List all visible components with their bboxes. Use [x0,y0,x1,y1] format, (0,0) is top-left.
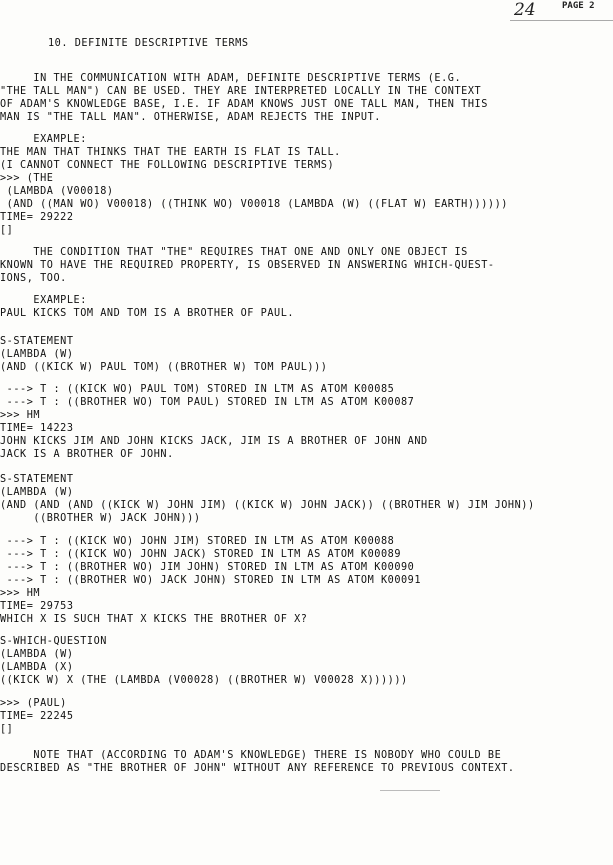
text-line: NOTE THAT (ACCORDING TO ADAM'S KNOWLEDGE) THERE IS NOBODY WHO COULD BE [0,750,502,761]
text-line: "THE TALL MAN") CAN BE USED. THEY ARE INTERPRETED LOCALLY IN THE CONTEXT [0,86,482,97]
text-line: JOHN KICKS JIM AND JOHN KICKS JACK, JIM IS A BROTHER OF JOHN AND [0,436,428,447]
text-line: (LAMBDA (W) [0,487,74,498]
text-line: [] [0,225,14,236]
text-line: >>> HM [0,588,41,599]
text-line: THE CONDITION THAT "THE" REQUIRES THAT ONE AND ONLY ONE OBJECT IS [0,247,468,258]
text-line: MAN IS "THE TALL MAN". OTHERWISE, ADAM REJECTS THE INPUT. [0,112,381,123]
text-line: JACK IS A BROTHER OF JOHN. [0,449,174,460]
text-line: TIME= 29222 [0,212,74,223]
text-line: (LAMBDA (X) [0,662,74,673]
text-line: ---> T : ((BROTHER WO) JIM JOHN) STORED IN LTM AS ATOM K00090 [0,562,415,573]
text-line: S-STATEMENT [0,474,74,485]
text-line: (AND ((KICK W) PAUL TOM) ((BROTHER W) TOM PAUL))) [0,362,328,373]
text-line: KNOWN TO HAVE THE REQUIRED PROPERTY, IS OBSERVED IN ANSWERING WHICH-QUEST- [0,260,495,271]
text-line: TIME= 14223 [0,423,74,434]
header-divider [510,20,613,21]
text-line: IN THE COMMUNICATION WITH ADAM, DEFINITE DESCRIPTIVE TERMS (E.G. [0,73,462,84]
text-line: S-STATEMENT [0,336,74,347]
text-line: ((BROTHER W) JACK JOHN))) [0,513,201,524]
text-line: ((KICK W) X (THE (LAMBDA (V00028) ((BROTHER W) V00028 X)))))) [0,675,408,686]
text-line: EXAMPLE: [0,134,87,145]
text-line: EXAMPLE: [0,295,87,306]
section-title: 10. DEFINITE DESCRIPTIVE TERMS [48,38,249,49]
text-line: (LAMBDA (V00018) [0,186,114,197]
text-line: TIME= 29753 [0,601,74,612]
text-line: IONS, TOO. [0,273,67,284]
text-line: ---> T : ((KICK WO) PAUL TOM) STORED IN LTM AS ATOM K00085 [0,384,395,395]
text-line: ---> T : ((KICK WO) JOHN JIM) STORED IN LTM AS ATOM K00088 [0,536,395,547]
text-line: (AND (AND (AND ((KICK W) JOHN JIM) ((KICK W) JOHN JACK)) ((BROTHER W) JIM JOHN)) [0,500,535,511]
handwritten-page-number: 24 [514,0,536,20]
text-line: THE MAN THAT THINKS THAT THE EARTH IS FLAT IS TALL. [0,147,341,158]
text-line: ---> T : ((BROTHER WO) JACK JOHN) STORED IN LTM AS ATOM K00091 [0,575,422,586]
text-line: WHICH X IS SUCH THAT X KICKS THE BROTHER OF X? [0,614,308,625]
text-line: [] [0,724,14,735]
text-line: >>> (THE [0,173,54,184]
text-line: >>> HM [0,410,41,421]
text-line: S-WHICH-QUESTION [0,636,107,647]
text-line: OF ADAM'S KNOWLEDGE BASE, I.E. IF ADAM KNOWS JUST ONE TALL MAN, THEN THIS [0,99,488,110]
text-line: TIME= 22245 [0,711,74,722]
text-line: (AND ((MAN WO) V00018) ((THINK WO) V00018 (LAMBDA (W) ((FLAT W) EARTH)))))) [0,199,508,210]
text-line: (LAMBDA (W) [0,349,74,360]
text-line: (LAMBDA (W) [0,649,74,660]
text-line: ---> T : ((BROTHER WO) TOM PAUL) STORED IN LTM AS ATOM K00087 [0,397,415,408]
text-line: (I CANNOT CONNECT THE FOLLOWING DESCRIPTIVE TERMS) [0,160,335,171]
text-line: DESCRIBED AS "THE BROTHER OF JOHN" WITHOUT ANY REFERENCE TO PREVIOUS CONTEXT. [0,763,515,774]
page-label: PAGE 2 [562,1,595,11]
text-line: >>> (PAUL) [0,698,67,709]
text-line: ---> T : ((KICK WO) JOHN JACK) STORED IN LTM AS ATOM K00089 [0,549,402,560]
text-line: PAUL KICKS TOM AND TOM IS A BROTHER OF PAUL. [0,308,295,319]
footer-rule [380,790,440,791]
